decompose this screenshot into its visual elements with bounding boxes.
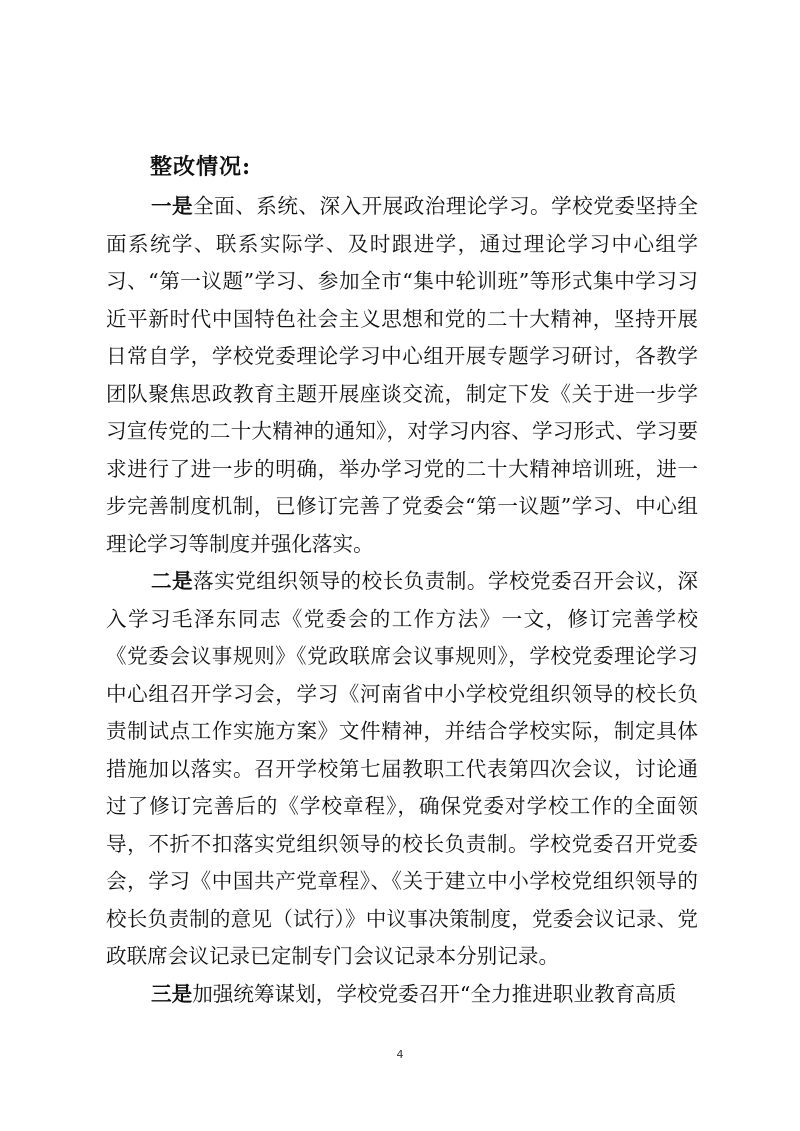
section-heading: 整改情况: <box>150 154 252 180</box>
paragraph-1-text: 全面、系统、深入开展政治理论学习。学校党委坚持全面系统学、联系实际学、及时跟进学，通过理论学习中心组学习、“第一议题”学习、参加全市“集中轮训班”等形式集中学习习近平新时代中国特色社会主义思想和党的二十大精神，坚持开展日常自学，学校党委理论学习中心组开展专题学习研讨，各教学团队聚焦思政教育主题开展座谈交流，制定下发《关于进一步学习宣传党的二十大精神的通知》，对学习内容、学习形式、学习要求进行了进一步的明确，举办学习党的二十大精神培训班，进一步完善制度机制，已修订完善了党委会“第一议题”学习、中心组理论学习等制度并强化落实。 <box>106 194 699 556</box>
paragraph-2-lead: 二是 <box>151 569 194 593</box>
paragraph-3-lead: 三是 <box>151 981 193 1006</box>
paragraph-2-text: 落实党组织领导的校长负责制。学校党委召开会议，深入学习毛泽东同志《党委会的工作方法》一文，修订完善学校《党委会议事规则》《党政联席会议事规则》，学校党委理论学习中心组召开学习会，学习《河南省中小学校党组织领导的校长负责制试点工作实施方案》文件精神，并结合学校实际，制定具体措施加以落实。召开学校第七届教职工代表第四次会议，讨论通过了修订完善后的《学校章程》，确保党委对学校工作的全面领导，不折不扣落实党组织领导的校长负责制。学校党委召开党委会，学习《中国共产党章程》、《关于建立中小学校党组织领导的校长负责制的意见（试行）》中议事决策制度，党委会议记录、党政联席会议记录已定制专门会议记录本分别记录。 <box>106 569 699 968</box>
paragraph-3-text: 加强统筹谋划，学校党委召开“全力推进职业教育高质 <box>192 981 677 1006</box>
paragraph-2 <box>106 563 698 976</box>
page-number: 4 <box>396 1048 404 1061</box>
paragraph-3 <box>106 976 698 1014</box>
body-paragraphs <box>106 188 698 1013</box>
paragraph-1 <box>106 188 698 563</box>
paragraph-1-lead: 一是 <box>151 194 194 218</box>
